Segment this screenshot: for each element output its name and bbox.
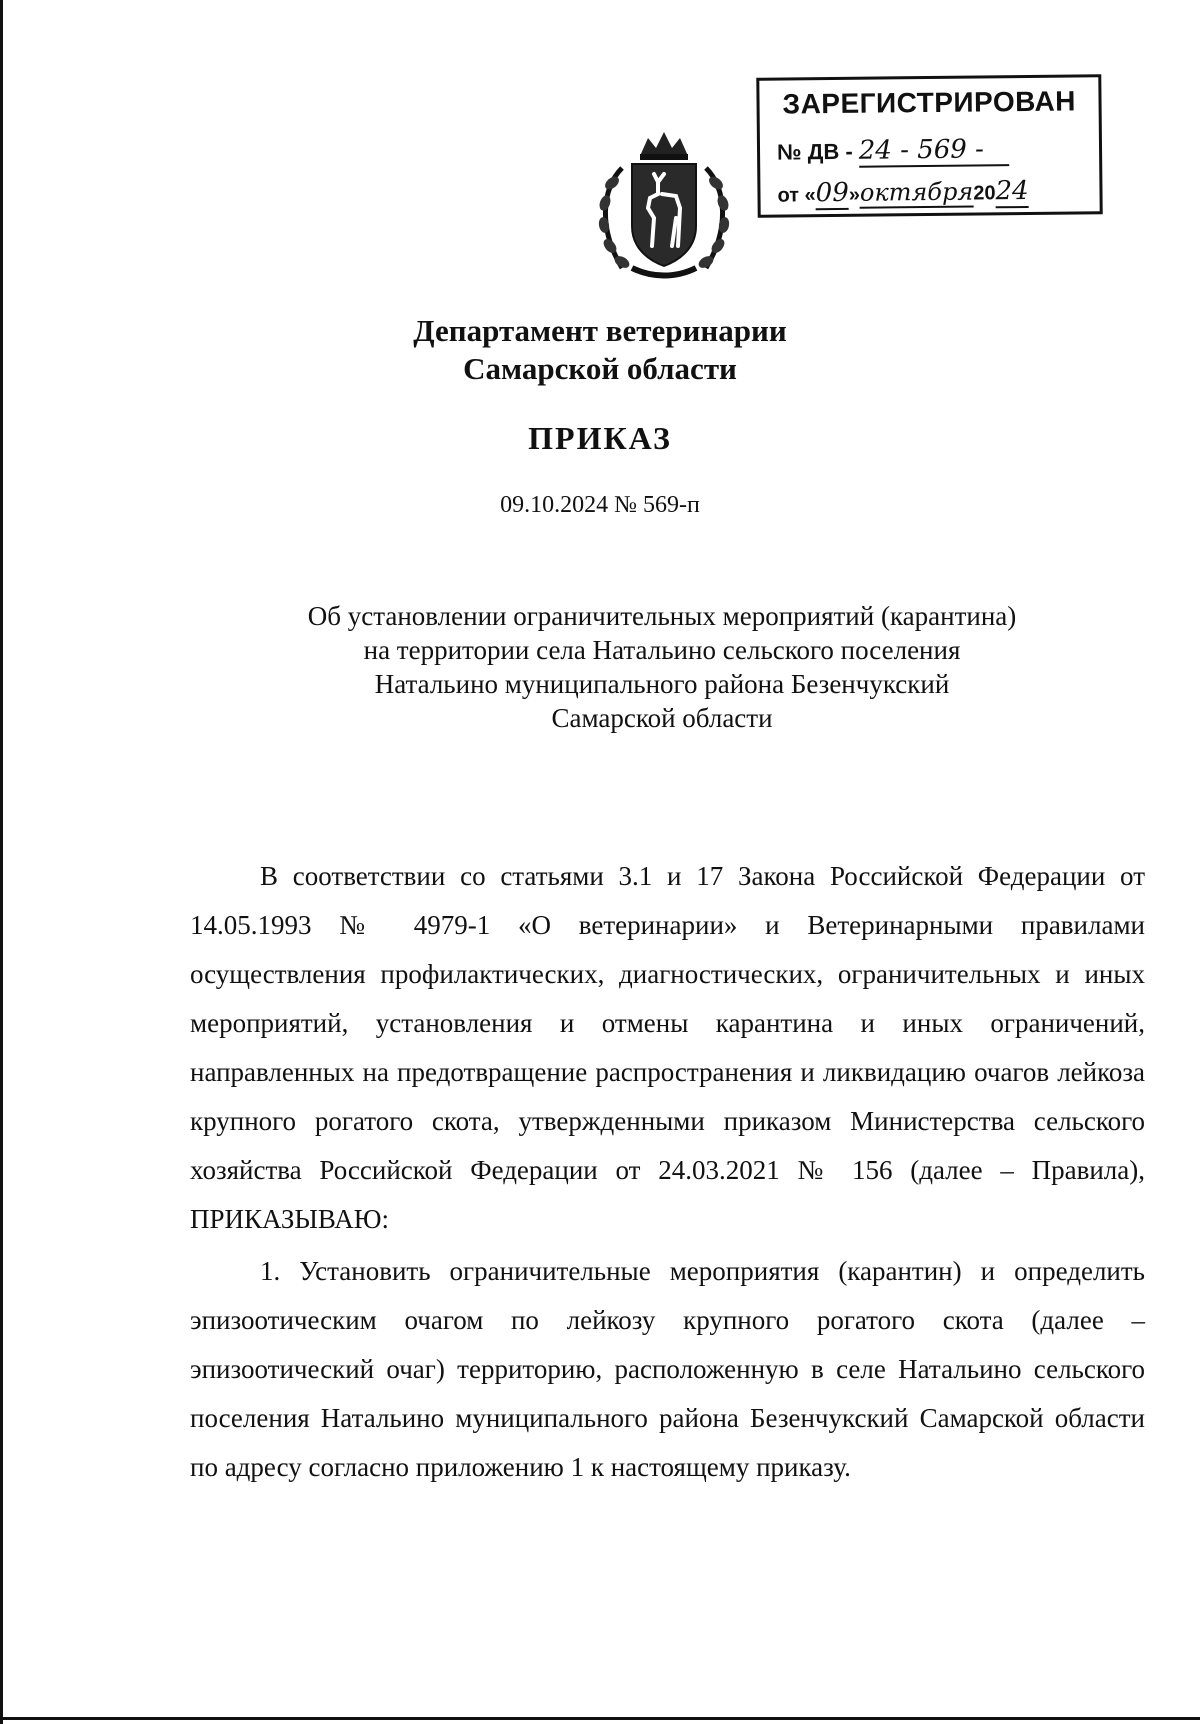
- stamp-reg-number: 24 - 569 -: [859, 134, 1009, 168]
- scan-edge-left: [0, 0, 3, 1724]
- stamp-reg-row: [777, 133, 1077, 168]
- coat-of-arms-emblem: [592, 128, 736, 280]
- subject-line4: Самарской области: [551, 703, 773, 733]
- stamp-year-prefix: 20: [973, 182, 996, 205]
- stamp-month: октября: [859, 177, 974, 207]
- stamp-day: 09: [815, 177, 849, 209]
- document-body: [190, 852, 1145, 1492]
- stamp-date-row: [777, 175, 1092, 210]
- stamp-date-prefix: от «: [777, 184, 816, 207]
- department-line2: Самарской области: [463, 351, 737, 386]
- department-name: [0, 312, 1200, 388]
- document-date-number: 09.10.2024 № 569-п: [500, 492, 700, 518]
- stamp-title: ЗАРЕГИСТРИРОВАН: [782, 85, 1077, 120]
- stamp-reg-prefix: № ДВ -: [776, 138, 853, 165]
- department-line1: Департамент ветеринарии: [413, 313, 787, 348]
- subject-line1: Об установлении ограничительных мероприятий (карантина): [307, 601, 1017, 631]
- document-type-heading: ПРИКАЗ: [528, 420, 672, 456]
- body-paragraph-preamble: В соответствии со статьями 3.1 и 17 Закона Российской Федерации от 14.05.1993 № 4979-1 «О ветеринарии» и Ветеринарными правилами осуществления профилактических, диагностических, ограничительных и иных мероприятий, установления и отмены карантина и иных ограничений, направленных на предотвращение распространения и ликвидацию очагов лейкоза крупного рогатого скота, утвержденными приказом Министерства сельского хозяйства Российской Федерации от 24.03.2021 № 156 (далее – Правила), ПРИКАЗЫВАЮ:: [190, 861, 1145, 1234]
- document-subject: [282, 599, 1042, 735]
- subject-line3: Натальино муниципального района Безенчукский: [374, 669, 950, 699]
- body-paragraph-1: 1. Установить ограничительные мероприятия (карантин) и определить эпизоотическим очагом по лейкозу крупного рогатого скота (далее – эпизоотический очаг) территорию, расположенную в селе Натальино сельского поселения Натальино муниципального района Безенчукский Самарской области по адресу согласно приложению 1 к настоящему приказу.: [190, 1256, 1145, 1482]
- stamp-day-close: »: [848, 183, 861, 206]
- stamp-year-suffix: 24: [995, 175, 1029, 207]
- registration-stamp: [756, 74, 1102, 218]
- subject-line2: на территории села Натальино сельского поселения: [363, 635, 961, 665]
- scan-edge-bottom: [0, 1717, 1200, 1720]
